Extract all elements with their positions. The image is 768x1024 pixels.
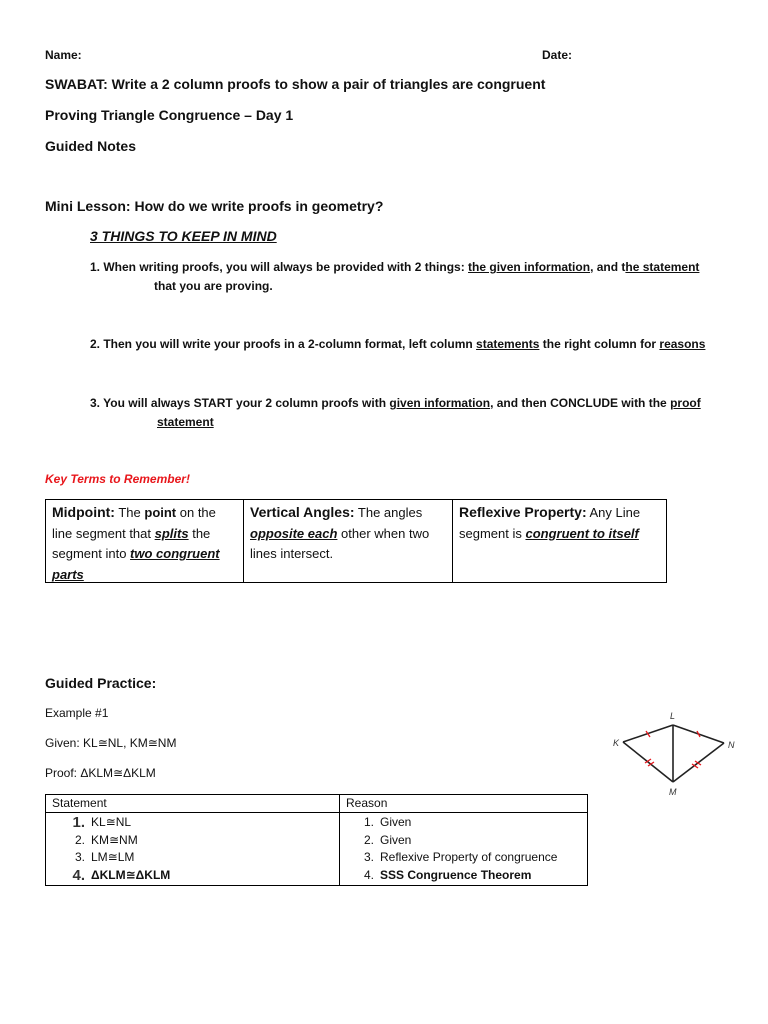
table-row: 1. Given	[363, 815, 412, 829]
statements-column	[46, 813, 340, 886]
proof-statement: Proof: ΔKLM≅ΔKLM	[45, 766, 156, 780]
edge-nm	[673, 743, 724, 782]
table-row: 3. LM≅LM	[74, 850, 135, 864]
item-1-line-2: that you are proving.	[154, 279, 273, 293]
table-row: 2. Given	[363, 832, 412, 847]
term-reflexive-property: Reflexive Property: Any Line segment is congruent to itself	[459, 504, 641, 541]
mini-lesson-heading: Mini Lesson: How do we write proofs in geometry?	[45, 198, 384, 214]
name-label: Name:	[45, 48, 82, 62]
guided-practice-heading: Guided Practice:	[45, 675, 157, 691]
swabat-objective: SWABAT: Write a 2 column proofs to show a pair of triangles are congruent	[45, 76, 546, 92]
table-row: 4. SSS Congruence Theorem	[363, 867, 532, 882]
term-vertical-angles: Vertical Angles: The angles opposite each other when two lines intersect.	[244, 500, 453, 582]
item-1: 1. When writing proofs, you will always be provided with 2 things: the given information, and the statement	[90, 260, 700, 274]
given-statement: Given: KL≅NL, KM≅NM	[45, 736, 177, 750]
table-row: 4. ΔKLM≅ΔKLM	[72, 866, 171, 884]
kite-diagram	[608, 706, 738, 798]
table-row: 1. KL≅NL	[72, 814, 132, 831]
label-n: N	[728, 740, 735, 750]
kite-edges	[623, 725, 724, 782]
reason-header: Reason	[346, 796, 388, 810]
label-l: L	[670, 711, 676, 721]
item-2: 2. Then you will write your proofs in a 2-column format, left column statements the right column for reasons	[90, 337, 706, 351]
label-m: M	[669, 787, 677, 797]
table-row: 2. KM≅NM	[74, 832, 138, 847]
label-k: K	[613, 738, 620, 748]
table-row: 3. Reflexive Property of congruence	[363, 850, 558, 864]
proof-table	[45, 794, 588, 886]
statement-header: Statement	[46, 795, 340, 812]
item-3: 3. You will always START your 2 column proofs with given information, and then CONCLUDE with the proof	[90, 396, 701, 410]
example-label: Example #1	[45, 706, 109, 720]
reasons-column	[340, 813, 587, 886]
term-midpoint: Midpoint: The point on the line segment that splits the segment into two congruent parts	[46, 500, 244, 582]
page-subtitle: Guided Notes	[45, 138, 137, 154]
page-title: Proving Triangle Congruence – Day 1	[45, 107, 294, 123]
item-3-line-2: statement	[157, 415, 214, 429]
key-terms-table	[45, 499, 667, 583]
key-terms-heading: Key Terms to Remember!	[45, 472, 190, 486]
date-label: Date:	[542, 48, 573, 62]
things-heading: 3 THINGS TO KEEP IN MIND	[90, 228, 277, 244]
edge-mk	[623, 742, 673, 782]
